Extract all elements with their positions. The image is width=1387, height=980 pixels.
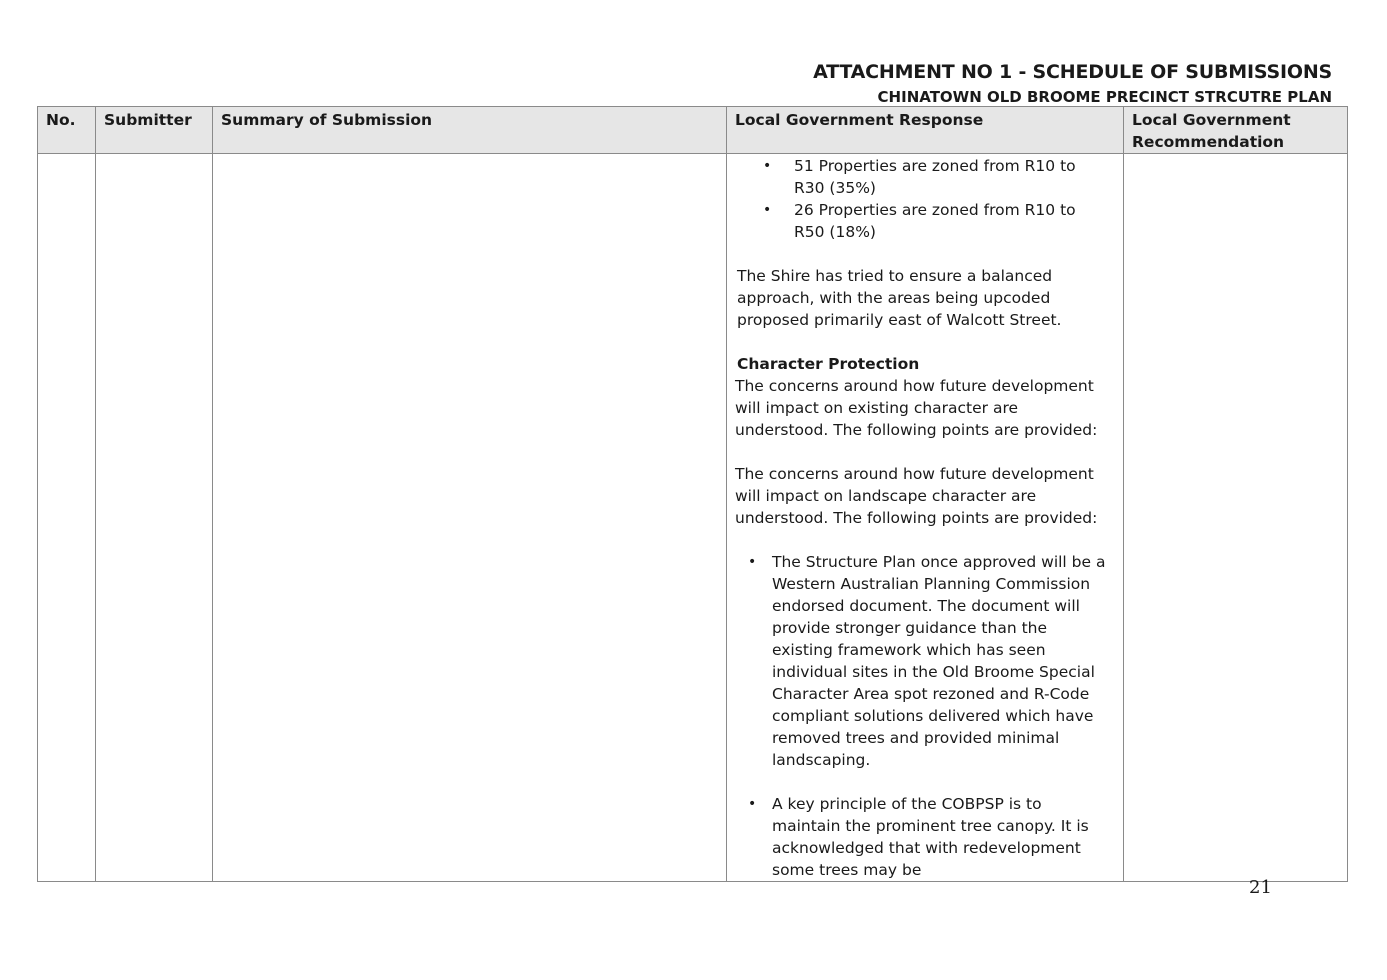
cell-response — [727, 154, 1124, 882]
cell-summary — [213, 154, 727, 882]
balanced-approach-paragraph: The Shire has tried to ensure a balanced approach, with the areas being upcoded proposed primarily east of Walcott Street. — [737, 267, 1062, 329]
bullet-icon: • — [748, 554, 757, 570]
header-response: Local Government Response — [727, 107, 1124, 154]
bullet-icon: • — [748, 796, 757, 812]
list-item — [763, 155, 1101, 199]
table-header-row — [38, 107, 1348, 154]
points-list — [727, 551, 1123, 881]
point-text: A key principle of the COBPSP is to maintain the prominent tree canopy. It is acknowledged that with redevelopment some trees may be — [772, 795, 1089, 879]
zoning-bullet-text: 26 Properties are zoned from R10 to R50 (18%) — [794, 201, 1076, 241]
existing-character-paragraph: The concerns around how future development will impact on existing character are understood. The following points are provided: — [735, 377, 1098, 439]
header-no: No. — [38, 107, 96, 154]
bullet-icon: • — [763, 202, 772, 218]
cell-recommendation — [1124, 154, 1348, 882]
list-item — [748, 551, 1111, 771]
zoning-list — [727, 155, 1123, 243]
header-summary: Summary of Submission — [213, 107, 727, 154]
bullet-icon: • — [763, 158, 772, 174]
cell-submitter — [96, 154, 213, 882]
zoning-bullet-text: 51 Properties are zoned from R10 to R30 (35%) — [794, 157, 1076, 197]
document-subtitle: CHINATOWN OLD BROOME PRECINCT STRCUTRE PLAN — [877, 88, 1332, 106]
submissions-table — [37, 106, 1348, 882]
character-protection-heading: Character Protection — [737, 355, 920, 373]
header-recommendation: Local Government Recommendation — [1124, 107, 1348, 154]
page-number: 21 — [1249, 877, 1272, 898]
point-text: The Structure Plan once approved will be a Western Australian Planning Commission endorsed document. The document will provide stronger guidance than the existing framework which has seen individual sites in the Old Broome Special Character Area spot rezoned and R-Code compliant solutions delivered which have removed trees and provided minimal landscaping. — [772, 553, 1106, 769]
list-item — [763, 199, 1101, 243]
header-submitter: Submitter — [96, 107, 213, 154]
document-title: ATTACHMENT NO 1 - SCHEDULE OF SUBMISSIONS — [813, 61, 1332, 83]
landscape-character-paragraph: The concerns around how future development will impact on landscape character are understood. The following points are provided: — [735, 465, 1098, 527]
response-content — [727, 154, 1123, 881]
table-row — [38, 154, 1348, 882]
cell-no — [38, 154, 96, 882]
list-item — [748, 793, 1111, 881]
